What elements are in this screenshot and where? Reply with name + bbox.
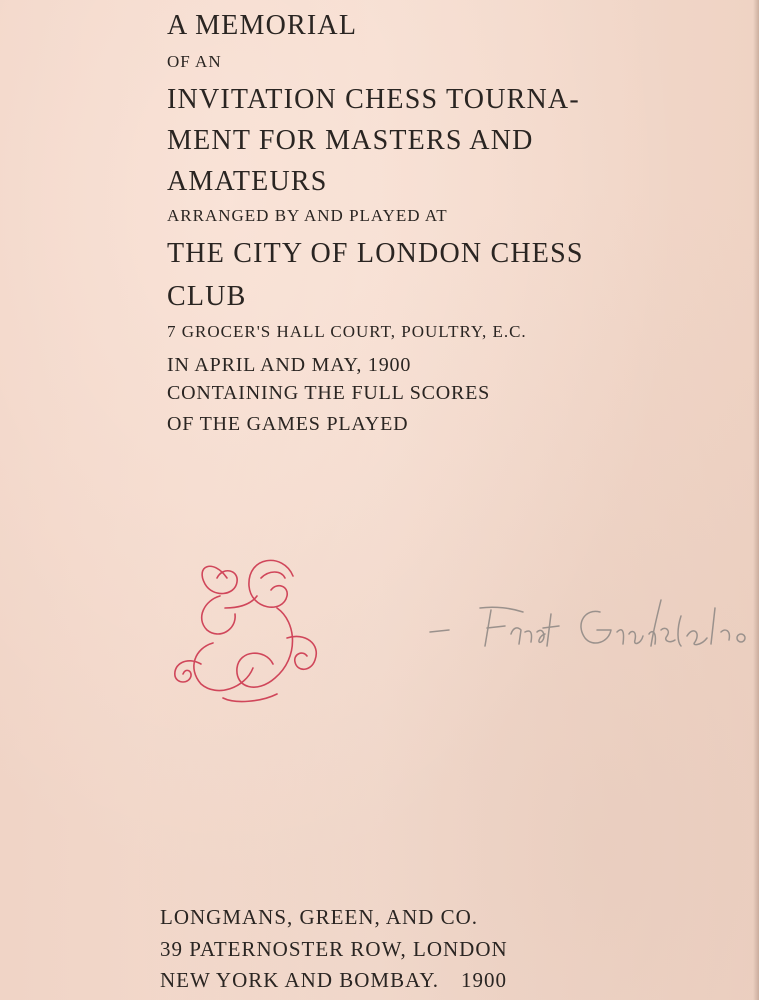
title-line-10: IN APRIL AND MAY, 1900 <box>167 354 412 376</box>
title-line-5: AMATEURS <box>167 166 328 197</box>
publisher-address: 39 PATERNOSTER ROW, LONDON <box>160 937 508 961</box>
title-line-12: OF THE GAMES PLAYED <box>167 413 409 435</box>
title-line-11: CONTAINING THE FULL SCORES <box>167 382 491 404</box>
publisher-name: LONGMANS, GREEN, AND CO. <box>160 905 479 929</box>
publisher-cities-line <box>160 968 507 993</box>
monogram-ornament <box>165 548 335 708</box>
title-line-9: 7 GROCER'S HALL COURT, POULTRY, E.C. <box>167 322 527 341</box>
title-line-1: A MEMORIAL <box>167 10 358 41</box>
page-edge-shadow <box>753 0 759 1000</box>
handwritten-signature <box>425 590 755 660</box>
title-line-7: THE CITY OF LONDON CHESS <box>167 238 584 269</box>
publisher-cities: NEW YORK AND BOMBAY. <box>160 968 440 992</box>
title-line-3: INVITATION CHESS TOURNA- <box>167 84 580 115</box>
title-line-4: MENT FOR MASTERS AND <box>167 125 534 156</box>
publication-year: 1900 <box>461 968 508 992</box>
title-line-2: OF AN <box>167 52 222 71</box>
title-line-8: CLUB <box>167 281 247 312</box>
title-line-6: ARRANGED BY AND PLAYED AT <box>167 206 448 225</box>
